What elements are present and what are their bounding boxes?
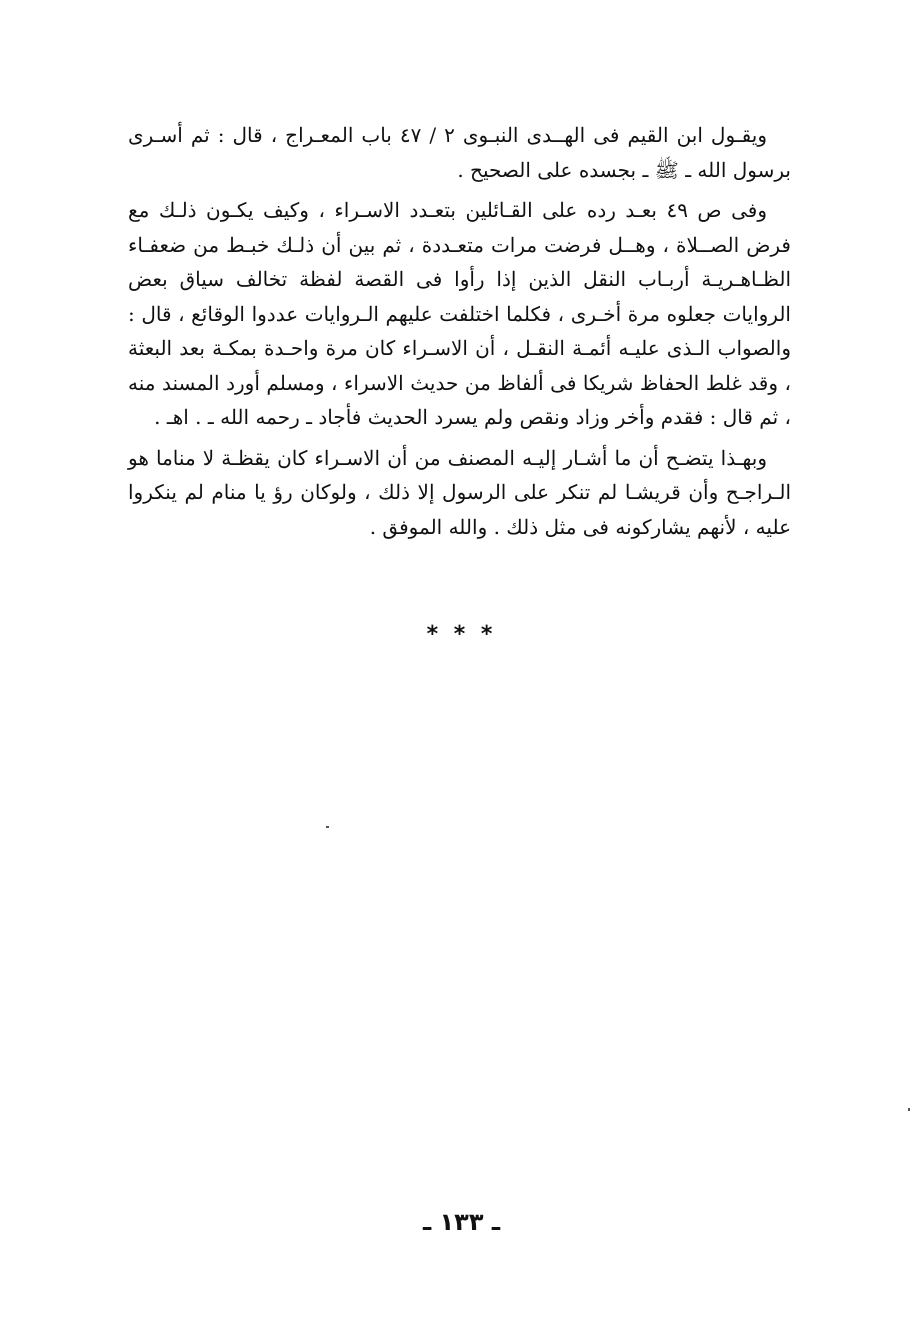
scan-speck <box>326 826 329 828</box>
paragraph-conclusion: وبهـذا يتضـح أن ما أشـار إليـه المصنف من أن الاسـراء كان يقظـة لا مناما هو الـراجـح وأن قريشـا لم تنكر على الرسول إلا ذلك ، ولوكان رؤ يا منام لم ينكروا عليه ، لأنهم يشاركونه فى مثل ذلك . والله الموفق . <box>128 445 792 539</box>
page-number: ـ ١٣٣ ـ <box>422 1208 501 1236</box>
paragraph-page-49-discussion: وفى ص ٤٩ بعـد رده على القـائلين بتعـدد الاسـراء ، وكيف يكـون ذلـك مع فرض الصــلاة ، وهــل فرضت مرات متعـددة ، ثم بين أن ذلـك خبـط من ضعفـاء الظـاهـريـة أربـاب النقل الذين إذا رأوا فى القصة لفظة تخالف سياق بعض الروايات جعلوه مرة أخـرى ، فكلما اختلفت عليهم الـروايات عددوا الوقائع ، قال : والصواب الـذى عليـه أئمـة النقـل ، أن الاسـراء كان مرة واحـدة بمكـة بعد البعثة ، وقد غلط الحفاظ شريكا فى ألفاظ من حديث الاسراء ، ومسلم أورد المسند منه ، ثم قال : فقدم وأخر وزاد ونقص ولم يسرد الحديث فأجاد ـ رحمه الله ـ . اهـ . <box>128 198 791 429</box>
paragraph-ibn-alqayyim-quote: ويقـول ابن القيم فى الهــدى النبـوى ٢ / ٤٧ باب المعـراج ، قال : ثم أسـرى برسول الله ـ ﷺ ـ بجسده على الصحيح . <box>128 123 791 182</box>
main-text-block <box>128 118 791 544</box>
section-separator: * * * <box>426 622 497 647</box>
scan-speck <box>908 1108 910 1111</box>
